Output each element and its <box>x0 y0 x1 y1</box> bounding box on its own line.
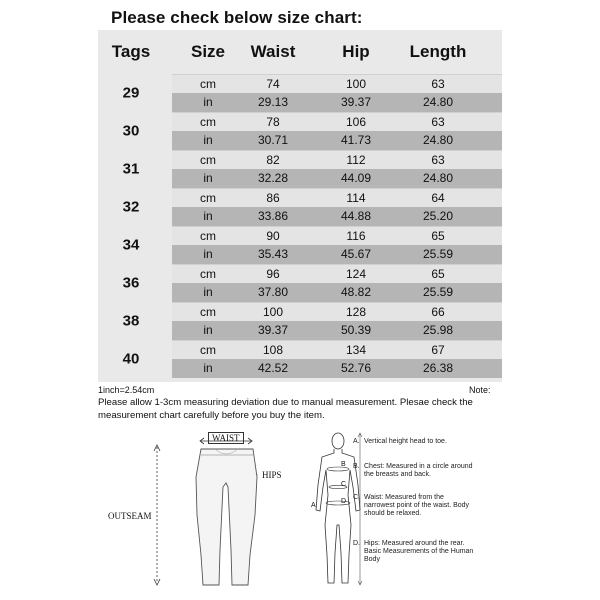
table-row <box>172 226 502 246</box>
cell-hip: 45.67 <box>340 247 372 261</box>
size-chart-header <box>98 30 502 74</box>
cell-length: 25.59 <box>422 285 454 299</box>
cell-hip: 44.09 <box>340 171 372 185</box>
table-row <box>172 283 502 302</box>
cell-unit: cm <box>200 153 216 167</box>
cell-length: 65 <box>431 267 445 281</box>
table-row <box>172 321 502 340</box>
cell-waist: 78 <box>266 115 280 129</box>
cell-waist: 35.43 <box>257 247 289 261</box>
cell-length: 25.98 <box>422 323 454 337</box>
cell-length: 25.59 <box>422 247 454 261</box>
cell-unit: cm <box>200 115 216 129</box>
table-row <box>172 264 502 284</box>
cell-unit: cm <box>200 343 216 357</box>
cell-length: 66 <box>431 305 445 319</box>
cell-length: 24.80 <box>422 95 454 109</box>
cell-hip: 106 <box>345 115 367 129</box>
cell-hip: 39.37 <box>340 95 372 109</box>
body-letter-b: B <box>341 461 346 468</box>
cell-length: 64 <box>431 191 445 205</box>
size-tag: 36 <box>122 274 140 292</box>
cell-hip: 124 <box>345 267 367 281</box>
cell-hip: 44.88 <box>340 209 372 223</box>
table-row <box>172 93 502 112</box>
body-letter-c: C <box>341 481 347 488</box>
table-row <box>172 74 502 94</box>
cell-hip: 134 <box>345 343 367 357</box>
cell-waist: 39.37 <box>257 323 289 337</box>
pants-diagram <box>100 425 300 590</box>
legend-item-b: B. Chest: Measured in a circle around the breasts and back. <box>353 463 473 478</box>
table-row <box>172 359 502 378</box>
cell-length: 65 <box>431 229 445 243</box>
cell-waist: 86 <box>266 191 280 205</box>
cell-waist: 96 <box>266 267 280 281</box>
cell-hip: 50.39 <box>340 323 372 337</box>
cell-length: 63 <box>431 77 445 91</box>
cell-length: 25.20 <box>422 209 454 223</box>
cell-unit: in <box>203 247 213 261</box>
table-row <box>172 169 502 188</box>
hips-label: HIPS <box>262 470 282 480</box>
cell-length: 24.80 <box>422 133 454 147</box>
cell-length: 63 <box>431 153 445 167</box>
table-row <box>172 302 502 322</box>
table-row <box>172 245 502 264</box>
cell-hip: 100 <box>345 77 367 91</box>
header-size: Size <box>190 42 226 61</box>
header-hip: Hip <box>342 42 370 61</box>
note-text: Please allow 1-3cm measuring deviation due to manual measurement. Plesae check the measurement chart carefully before you buy the item. <box>98 397 473 421</box>
size-tag: 32 <box>122 198 140 216</box>
table-row <box>172 340 502 360</box>
cell-hip: 112 <box>346 153 366 167</box>
cell-unit: cm <box>200 229 216 243</box>
cell-unit: in <box>203 95 213 109</box>
body-letter-d: D <box>341 498 347 505</box>
cell-waist: 29.13 <box>257 95 289 109</box>
body-letter-a: A <box>311 502 316 509</box>
page-title: Please check below size chart: <box>111 8 363 27</box>
size-tag: 29 <box>122 84 140 102</box>
waist-label: WAIST <box>208 432 244 444</box>
cell-hip: 116 <box>346 229 366 243</box>
cell-unit: cm <box>200 267 216 281</box>
outseam-label: OUTSEAM <box>108 511 152 521</box>
cell-waist: 30.71 <box>257 133 289 147</box>
legend-item-a: A. Vertical height head to toe. <box>353 438 447 445</box>
cell-hip: 52.76 <box>340 361 372 375</box>
size-tag: 34 <box>122 236 140 254</box>
cell-unit: in <box>203 171 213 185</box>
table-row <box>172 150 502 170</box>
note-label: Note: <box>469 385 491 395</box>
size-chart <box>98 30 502 382</box>
table-row <box>172 131 502 150</box>
cell-waist: 42.52 <box>257 361 289 375</box>
cell-waist: 100 <box>262 305 284 319</box>
cell-hip: 41.73 <box>340 133 372 147</box>
cell-unit: in <box>203 323 213 337</box>
legend-item-c: C. Waist: Measured from the narrowest point of the waist. Body should be relaxed. <box>353 494 470 517</box>
cell-waist: 33.86 <box>257 209 289 223</box>
cell-length: 24.80 <box>422 171 454 185</box>
cell-length: 63 <box>431 115 445 129</box>
cell-unit: in <box>203 133 213 147</box>
cell-waist: 108 <box>262 343 284 357</box>
table-row <box>172 207 502 226</box>
size-tag: 31 <box>122 160 140 178</box>
cell-unit: cm <box>200 77 216 91</box>
size-tag: 38 <box>122 312 140 330</box>
cell-length: 26.38 <box>422 361 454 375</box>
cell-length: 67 <box>431 343 445 357</box>
size-tag: 30 <box>122 122 140 140</box>
cell-unit: in <box>203 285 213 299</box>
cell-unit: cm <box>200 305 216 319</box>
cell-unit: in <box>203 209 213 223</box>
conversion-note: 1inch=2.54cm <box>98 385 155 395</box>
header-tags: Tags <box>111 42 151 61</box>
cell-hip: 48.82 <box>340 285 372 299</box>
table-row <box>172 188 502 208</box>
cell-waist: 32.28 <box>257 171 289 185</box>
cell-hip: 114 <box>346 191 366 205</box>
cell-waist: 74 <box>266 77 280 91</box>
table-row <box>172 112 502 132</box>
header-waist: Waist <box>250 42 296 61</box>
size-tag: 40 <box>122 350 140 368</box>
cell-unit: in <box>203 361 213 375</box>
cell-unit: cm <box>200 191 216 205</box>
cell-waist: 82 <box>266 153 280 167</box>
legend-item-d: D. Hips: Measured around the rear. Basic Measurements of the Human Body <box>353 540 474 563</box>
body-figure-diagram <box>308 425 368 590</box>
cell-waist: 90 <box>266 229 280 243</box>
header-length: Length <box>409 42 467 61</box>
cell-waist: 37.80 <box>257 285 289 299</box>
cell-hip: 128 <box>345 305 367 319</box>
